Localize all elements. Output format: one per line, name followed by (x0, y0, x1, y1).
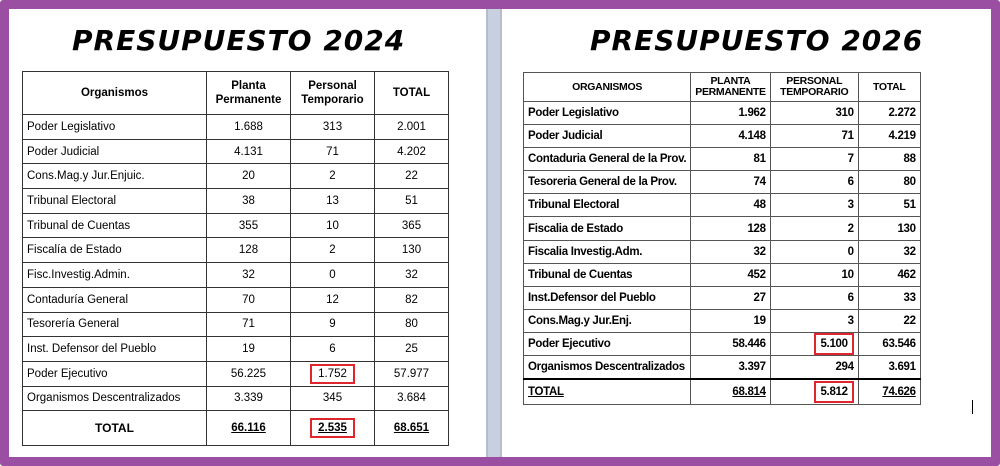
cell-temporario: 310 (770, 102, 858, 125)
panel-divider (486, 9, 502, 457)
cell-temporario: 13 (291, 189, 375, 214)
table-row (23, 287, 449, 312)
table-row (524, 148, 921, 171)
cell-total: 4.202 (375, 139, 449, 164)
highlight-box: 5.100 (814, 333, 853, 355)
total-label: TOTAL (524, 379, 691, 405)
cell-total: 33 (858, 286, 920, 309)
table-row (524, 356, 921, 380)
row-label: Organismos Descentralizados (23, 386, 207, 411)
table-row (524, 217, 921, 240)
table-row (23, 337, 449, 362)
cell-planta: 48 (691, 194, 771, 217)
row-label: Poder Ejecutivo (524, 332, 691, 355)
row-label: Organismos Descentralizados (524, 356, 691, 380)
header-total: TOTAL (375, 72, 449, 115)
cell-planta: 1.962 (691, 102, 771, 125)
cell-planta: 58.446 (691, 332, 771, 355)
cell-temporario: 3 (770, 194, 858, 217)
cell-planta: 74 (691, 171, 771, 194)
cell-total: 82 (375, 287, 449, 312)
cell-temporario: 2 (291, 238, 375, 263)
total-total: 74.626 (858, 379, 920, 405)
table-row (23, 312, 449, 337)
cell-total: 88 (858, 148, 920, 171)
table-row (524, 171, 921, 194)
title-2026: PRESUPUESTO 2026 (590, 24, 924, 57)
cell-total: 51 (375, 189, 449, 214)
cell-temporario: 3 (770, 309, 858, 332)
budget-table-2026 (523, 72, 921, 405)
row-label: Contaduria General de la Prov. (524, 148, 691, 171)
cell-planta: 452 (691, 263, 771, 286)
cell-planta: 19 (691, 309, 771, 332)
cell-total: 130 (858, 217, 920, 240)
total-label: TOTAL (23, 411, 207, 446)
cell-total: 2.001 (375, 115, 449, 140)
table-row (23, 164, 449, 189)
cell-temporario: 71 (770, 125, 858, 148)
table-row (23, 386, 449, 411)
cell-total: 80 (858, 171, 920, 194)
cell-temporario: 2 (770, 217, 858, 240)
cell-temporario: 6 (770, 286, 858, 309)
cell-planta: 19 (207, 337, 291, 362)
cell-planta: 4.148 (691, 125, 771, 148)
cell-planta: 27 (691, 286, 771, 309)
cell-total: 2.272 (858, 102, 920, 125)
table-row (23, 213, 449, 238)
header-planta-permanente: Planta Permanente (207, 72, 291, 115)
cell-planta: 38 (207, 189, 291, 214)
row-label: Tribunal de Cuentas (23, 213, 207, 238)
cell-total: 80 (375, 312, 449, 337)
row-label: Poder Judicial (524, 125, 691, 148)
row-label: Tribunal Electoral (23, 189, 207, 214)
total-temporario-highlighted (770, 379, 858, 405)
row-label: Contaduría General (23, 287, 207, 312)
row-label: Fiscalia Investig.Adm. (524, 240, 691, 263)
cell-planta: 56.225 (207, 361, 291, 386)
cell-total: 4.219 (858, 125, 920, 148)
row-label: Fisc.Investig.Admin. (23, 263, 207, 288)
cell-total: 51 (858, 194, 920, 217)
table-row (524, 125, 921, 148)
table-header-row (524, 73, 921, 102)
cell-planta: 355 (207, 213, 291, 238)
row-label: Fiscalia de Estado (524, 217, 691, 240)
row-label: Inst. Defensor del Pueblo (23, 337, 207, 362)
cell-temporario: 10 (291, 213, 375, 238)
table-row (524, 309, 921, 332)
total-temporario-highlighted (291, 411, 375, 446)
cell-total: 22 (858, 309, 920, 332)
total-row (23, 411, 449, 446)
cell-planta: 32 (207, 263, 291, 288)
table-row (524, 263, 921, 286)
row-label: Tribunal Electoral (524, 194, 691, 217)
table-row (23, 263, 449, 288)
title-2024: PRESUPUESTO 2024 (72, 24, 406, 57)
cell-planta: 128 (207, 238, 291, 263)
cell-total: 3.691 (858, 356, 920, 380)
row-label: Poder Legislativo (524, 102, 691, 125)
cell-total: 32 (375, 263, 449, 288)
cell-temporario: 9 (291, 312, 375, 337)
table-row (23, 115, 449, 140)
cell-total: 63.546 (858, 332, 920, 355)
cell-planta: 20 (207, 164, 291, 189)
cell-planta: 3.397 (691, 356, 771, 380)
row-label: Cons.Mag.y Jur.Enjuic. (23, 164, 207, 189)
total-planta: 68.814 (691, 379, 771, 405)
cell-total: 130 (375, 238, 449, 263)
row-label: Tesoreria General de la Prov. (524, 171, 691, 194)
total-total: 68.651 (375, 411, 449, 446)
cell-planta: 70 (207, 287, 291, 312)
cell-temporario: 0 (291, 263, 375, 288)
row-label: Tesorería General (23, 312, 207, 337)
table-row (23, 361, 449, 386)
cell-total: 32 (858, 240, 920, 263)
highlight-box: 1.752 (310, 364, 355, 384)
table-row (23, 238, 449, 263)
total-row (524, 379, 921, 405)
header-total: TOTAL (858, 73, 920, 102)
header-personal-temporario: Personal Temporario (291, 72, 375, 115)
row-label: Poder Legislativo (23, 115, 207, 140)
cell-planta: 3.339 (207, 386, 291, 411)
row-label: Cons.Mag.y Jur.Enj. (524, 309, 691, 332)
total-planta: 66.116 (207, 411, 291, 446)
cell-planta: 1.688 (207, 115, 291, 140)
cell-temporario: 7 (770, 148, 858, 171)
cell-total: 365 (375, 213, 449, 238)
cell-planta: 128 (691, 217, 771, 240)
cell-planta: 4.131 (207, 139, 291, 164)
cell-planta: 81 (691, 148, 771, 171)
row-label: Inst.Defensor del Pueblo (524, 286, 691, 309)
cell-temporario-highlighted (770, 332, 858, 355)
cell-temporario: 6 (770, 171, 858, 194)
text-cursor (972, 400, 973, 414)
table-row (524, 240, 921, 263)
table-row (524, 194, 921, 217)
table-row (23, 189, 449, 214)
cell-total: 462 (858, 263, 920, 286)
cell-total: 3.684 (375, 386, 449, 411)
cell-total: 22 (375, 164, 449, 189)
row-label: Tribunal de Cuentas (524, 263, 691, 286)
header-planta-permanente: PLANTA PERMANENTE (691, 73, 771, 102)
row-label: Fiscalía de Estado (23, 238, 207, 263)
header-organismos: ORGANISMOS (524, 73, 691, 102)
cell-planta: 71 (207, 312, 291, 337)
header-organismos: Organismos (23, 72, 207, 115)
cell-planta: 32 (691, 240, 771, 263)
row-label: Poder Judicial (23, 139, 207, 164)
cell-total: 25 (375, 337, 449, 362)
table-row (524, 102, 921, 125)
cell-total: 57.977 (375, 361, 449, 386)
header-personal-temporario: PERSONAL TEMPORARIO (770, 73, 858, 102)
cell-temporario: 0 (770, 240, 858, 263)
table-row (524, 286, 921, 309)
budget-table-2024 (22, 71, 449, 446)
cell-temporario: 6 (291, 337, 375, 362)
cell-temporario: 10 (770, 263, 858, 286)
table-row (524, 332, 921, 355)
cell-temporario: 313 (291, 115, 375, 140)
highlight-box: 5.812 (814, 381, 853, 403)
row-label: Poder Ejecutivo (23, 361, 207, 386)
cell-temporario-highlighted (291, 361, 375, 386)
cell-temporario: 71 (291, 139, 375, 164)
cell-temporario: 345 (291, 386, 375, 411)
cell-temporario: 12 (291, 287, 375, 312)
highlight-box: 2.535 (310, 418, 355, 438)
table-header-row (23, 72, 449, 115)
table-row (23, 139, 449, 164)
cell-temporario: 2 (291, 164, 375, 189)
cell-temporario: 294 (770, 356, 858, 380)
